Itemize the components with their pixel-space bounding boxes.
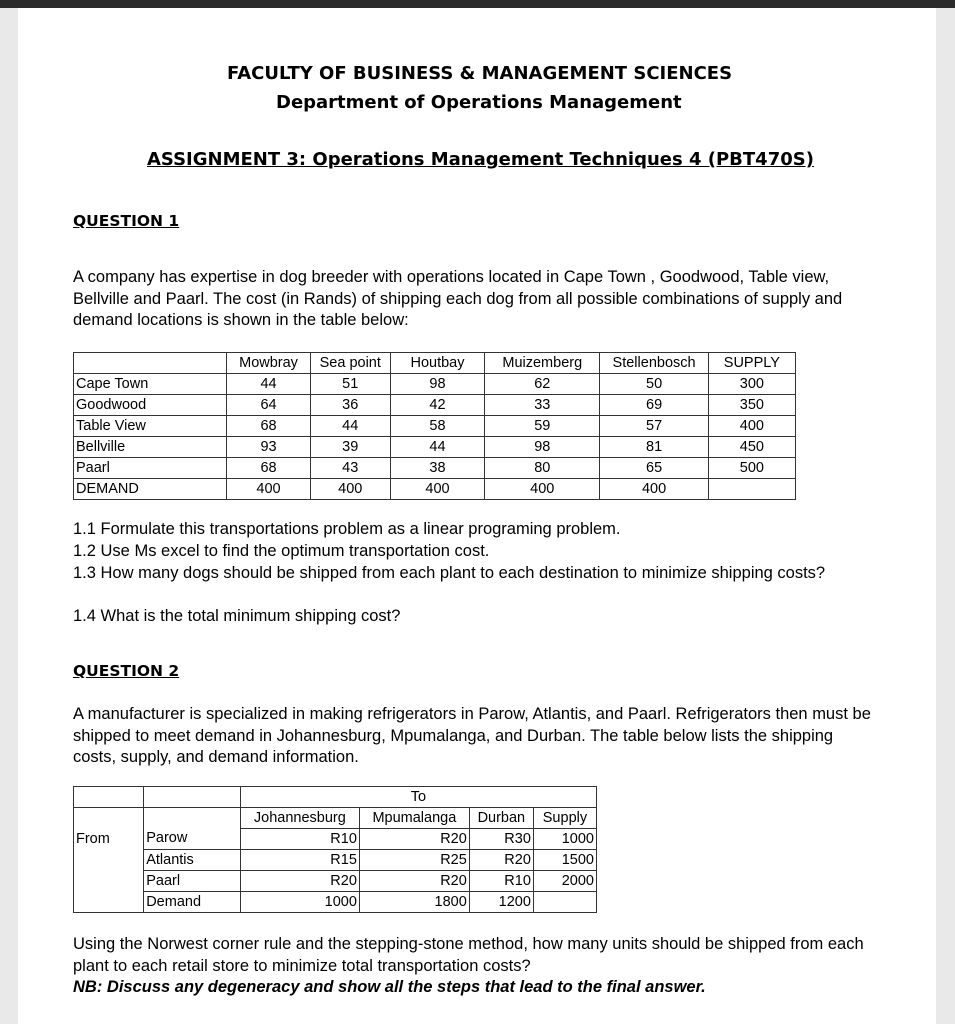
table-cell (74, 871, 144, 892)
table-cell: 98 (390, 374, 484, 395)
table-cell (74, 892, 144, 913)
table-cell: 400 (310, 479, 390, 500)
task-1-4: 1.4 What is the total minimum shipping cost? (73, 607, 401, 625)
table-cell: R25 (359, 850, 469, 871)
row-label: Demand (144, 892, 241, 913)
table-cell: R10 (469, 871, 533, 892)
table-cell: 400 (708, 416, 795, 437)
table-cell: 98 (485, 437, 600, 458)
table-cell: 450 (708, 437, 795, 458)
table-cell: 400 (227, 479, 310, 500)
table-cell: 43 (310, 458, 390, 479)
table-cell: 50 (600, 374, 708, 395)
table-cell: 68 (227, 416, 310, 437)
col-header: Johannesburg (240, 808, 359, 829)
table-cell: 44 (390, 437, 484, 458)
col-header: Supply (533, 808, 596, 829)
col-header: Stellenbosch (600, 353, 708, 374)
row-label: Cape Town (74, 374, 227, 395)
row-label: Paarl (74, 458, 227, 479)
table-cell: 58 (390, 416, 484, 437)
table-cell: 36 (310, 395, 390, 416)
table-cell (144, 787, 241, 808)
table-cell: 1000 (240, 892, 359, 913)
table-cell: 400 (485, 479, 600, 500)
table-cell: 42 (390, 395, 484, 416)
row-label: Bellville (74, 437, 227, 458)
table-cell: 400 (390, 479, 484, 500)
row-label: Atlantis (144, 850, 241, 871)
col-header: Mpumalanga (359, 808, 469, 829)
table-cell: 1500 (533, 850, 596, 871)
table-row (74, 416, 796, 437)
table-corner-cell (74, 353, 227, 374)
table-header-row (74, 808, 597, 829)
table-cell: 44 (227, 374, 310, 395)
table-cell: 65 (600, 458, 708, 479)
department-title: Department of Operations Management (276, 92, 682, 113)
question1-intro: A company has expertise in dog breeder with operations located in Cape Town , Goodwood, Table view, Bellville and Paarl. The cost (in Rands) of shipping each dog from all possible combinations of supply and demand locations is shown in the table below: (73, 268, 843, 329)
table-cell: 69 (600, 395, 708, 416)
table-cell (74, 787, 144, 808)
table-cell: 93 (227, 437, 310, 458)
table-cell: R10 (240, 829, 359, 850)
col-header: Mowbray (227, 353, 310, 374)
col-header: SUPPLY (708, 353, 795, 374)
table-cell: 64 (227, 395, 310, 416)
table-cell: 2000 (533, 871, 596, 892)
table-cell: 51 (310, 374, 390, 395)
assignment-title: ASSIGNMENT 3: Operations Management Techniques 4 (PBT470S) (147, 149, 814, 170)
table-cell (144, 808, 241, 829)
table-cell (74, 808, 144, 829)
table-cell: 39 (310, 437, 390, 458)
question1-heading: QUESTION 1 (73, 212, 180, 230)
question1-table-wrap (73, 352, 796, 500)
row-label: Goodwood (74, 395, 227, 416)
row-label: Parow (144, 829, 241, 850)
table-cell (708, 479, 795, 500)
col-header: Sea point (310, 353, 390, 374)
table-cell: 38 (390, 458, 484, 479)
document-page (18, 8, 936, 1024)
row-label: Table View (74, 416, 227, 437)
table-cell: 44 (310, 416, 390, 437)
table-row (74, 395, 796, 416)
question2-heading: QUESTION 2 (73, 662, 180, 680)
table-cell: R20 (240, 871, 359, 892)
table-cell: 300 (708, 374, 795, 395)
table-row (74, 458, 796, 479)
table-cell: 62 (485, 374, 600, 395)
task-1-3: 1.3 How many dogs should be shipped from each plant to each destination to minimize shipping costs? (73, 564, 826, 582)
question2-intro: A manufacturer is specialized in making refrigerators in Parow, Atlantis, and Paarl. Refrigerators then must be shipped to meet demand in Johannesburg, Mpumalanga, and Durban. The table below lists the shipping costs, supply, and demand information. (73, 705, 871, 766)
table-cell: 1200 (469, 892, 533, 913)
table-row (74, 892, 597, 913)
table-cell: 80 (485, 458, 600, 479)
task-1-1: 1.1 Formulate this transportations problem as a linear programing problem. (73, 520, 621, 538)
table-cell: 81 (600, 437, 708, 458)
table-cell: R20 (359, 871, 469, 892)
task-1-2: 1.2 Use Ms excel to find the optimum transportation cost. (73, 542, 490, 560)
table-row (74, 850, 597, 871)
from-label: From (74, 829, 144, 850)
col-header: Houtbay (390, 353, 484, 374)
table-cell: R30 (469, 829, 533, 850)
row-label: Paarl (144, 871, 241, 892)
table-cell: 57 (600, 416, 708, 437)
table-cell: 59 (485, 416, 600, 437)
table-row (74, 479, 796, 500)
table-cell: 68 (227, 458, 310, 479)
table-cell: 1000 (533, 829, 596, 850)
table-cell: R20 (359, 829, 469, 850)
col-header: Muizemberg (485, 353, 600, 374)
top-dark-bar (0, 0, 955, 8)
table-row (74, 871, 597, 892)
table-row (74, 829, 597, 850)
faculty-title: FACULTY OF BUSINESS & MANAGEMENT SCIENCES (227, 63, 733, 84)
to-label: To (240, 787, 596, 808)
col-header: Durban (469, 808, 533, 829)
table-cell: 33 (485, 395, 600, 416)
table-cell: R20 (469, 850, 533, 871)
question2-cost-table (73, 786, 597, 913)
table-cell (533, 892, 596, 913)
table-row (74, 437, 796, 458)
table-cell: 350 (708, 395, 795, 416)
table-row (74, 787, 597, 808)
row-label: DEMAND (74, 479, 227, 500)
table-row (74, 374, 796, 395)
table-header-row (74, 353, 796, 374)
table-cell (74, 850, 144, 871)
table-cell: 400 (600, 479, 708, 500)
question1-cost-table (73, 352, 796, 500)
question2-table-wrap (73, 786, 597, 913)
table-cell: 500 (708, 458, 795, 479)
question2-instruction: Using the Norwest corner rule and the stepping-stone method, how many units should be shipped from each plant to each retail store to minimize total transportation costs? (73, 935, 864, 975)
question2-note: NB: Discuss any degeneracy and show all the steps that lead to the final answer. (73, 978, 706, 996)
table-cell: R15 (240, 850, 359, 871)
table-cell: 1800 (359, 892, 469, 913)
